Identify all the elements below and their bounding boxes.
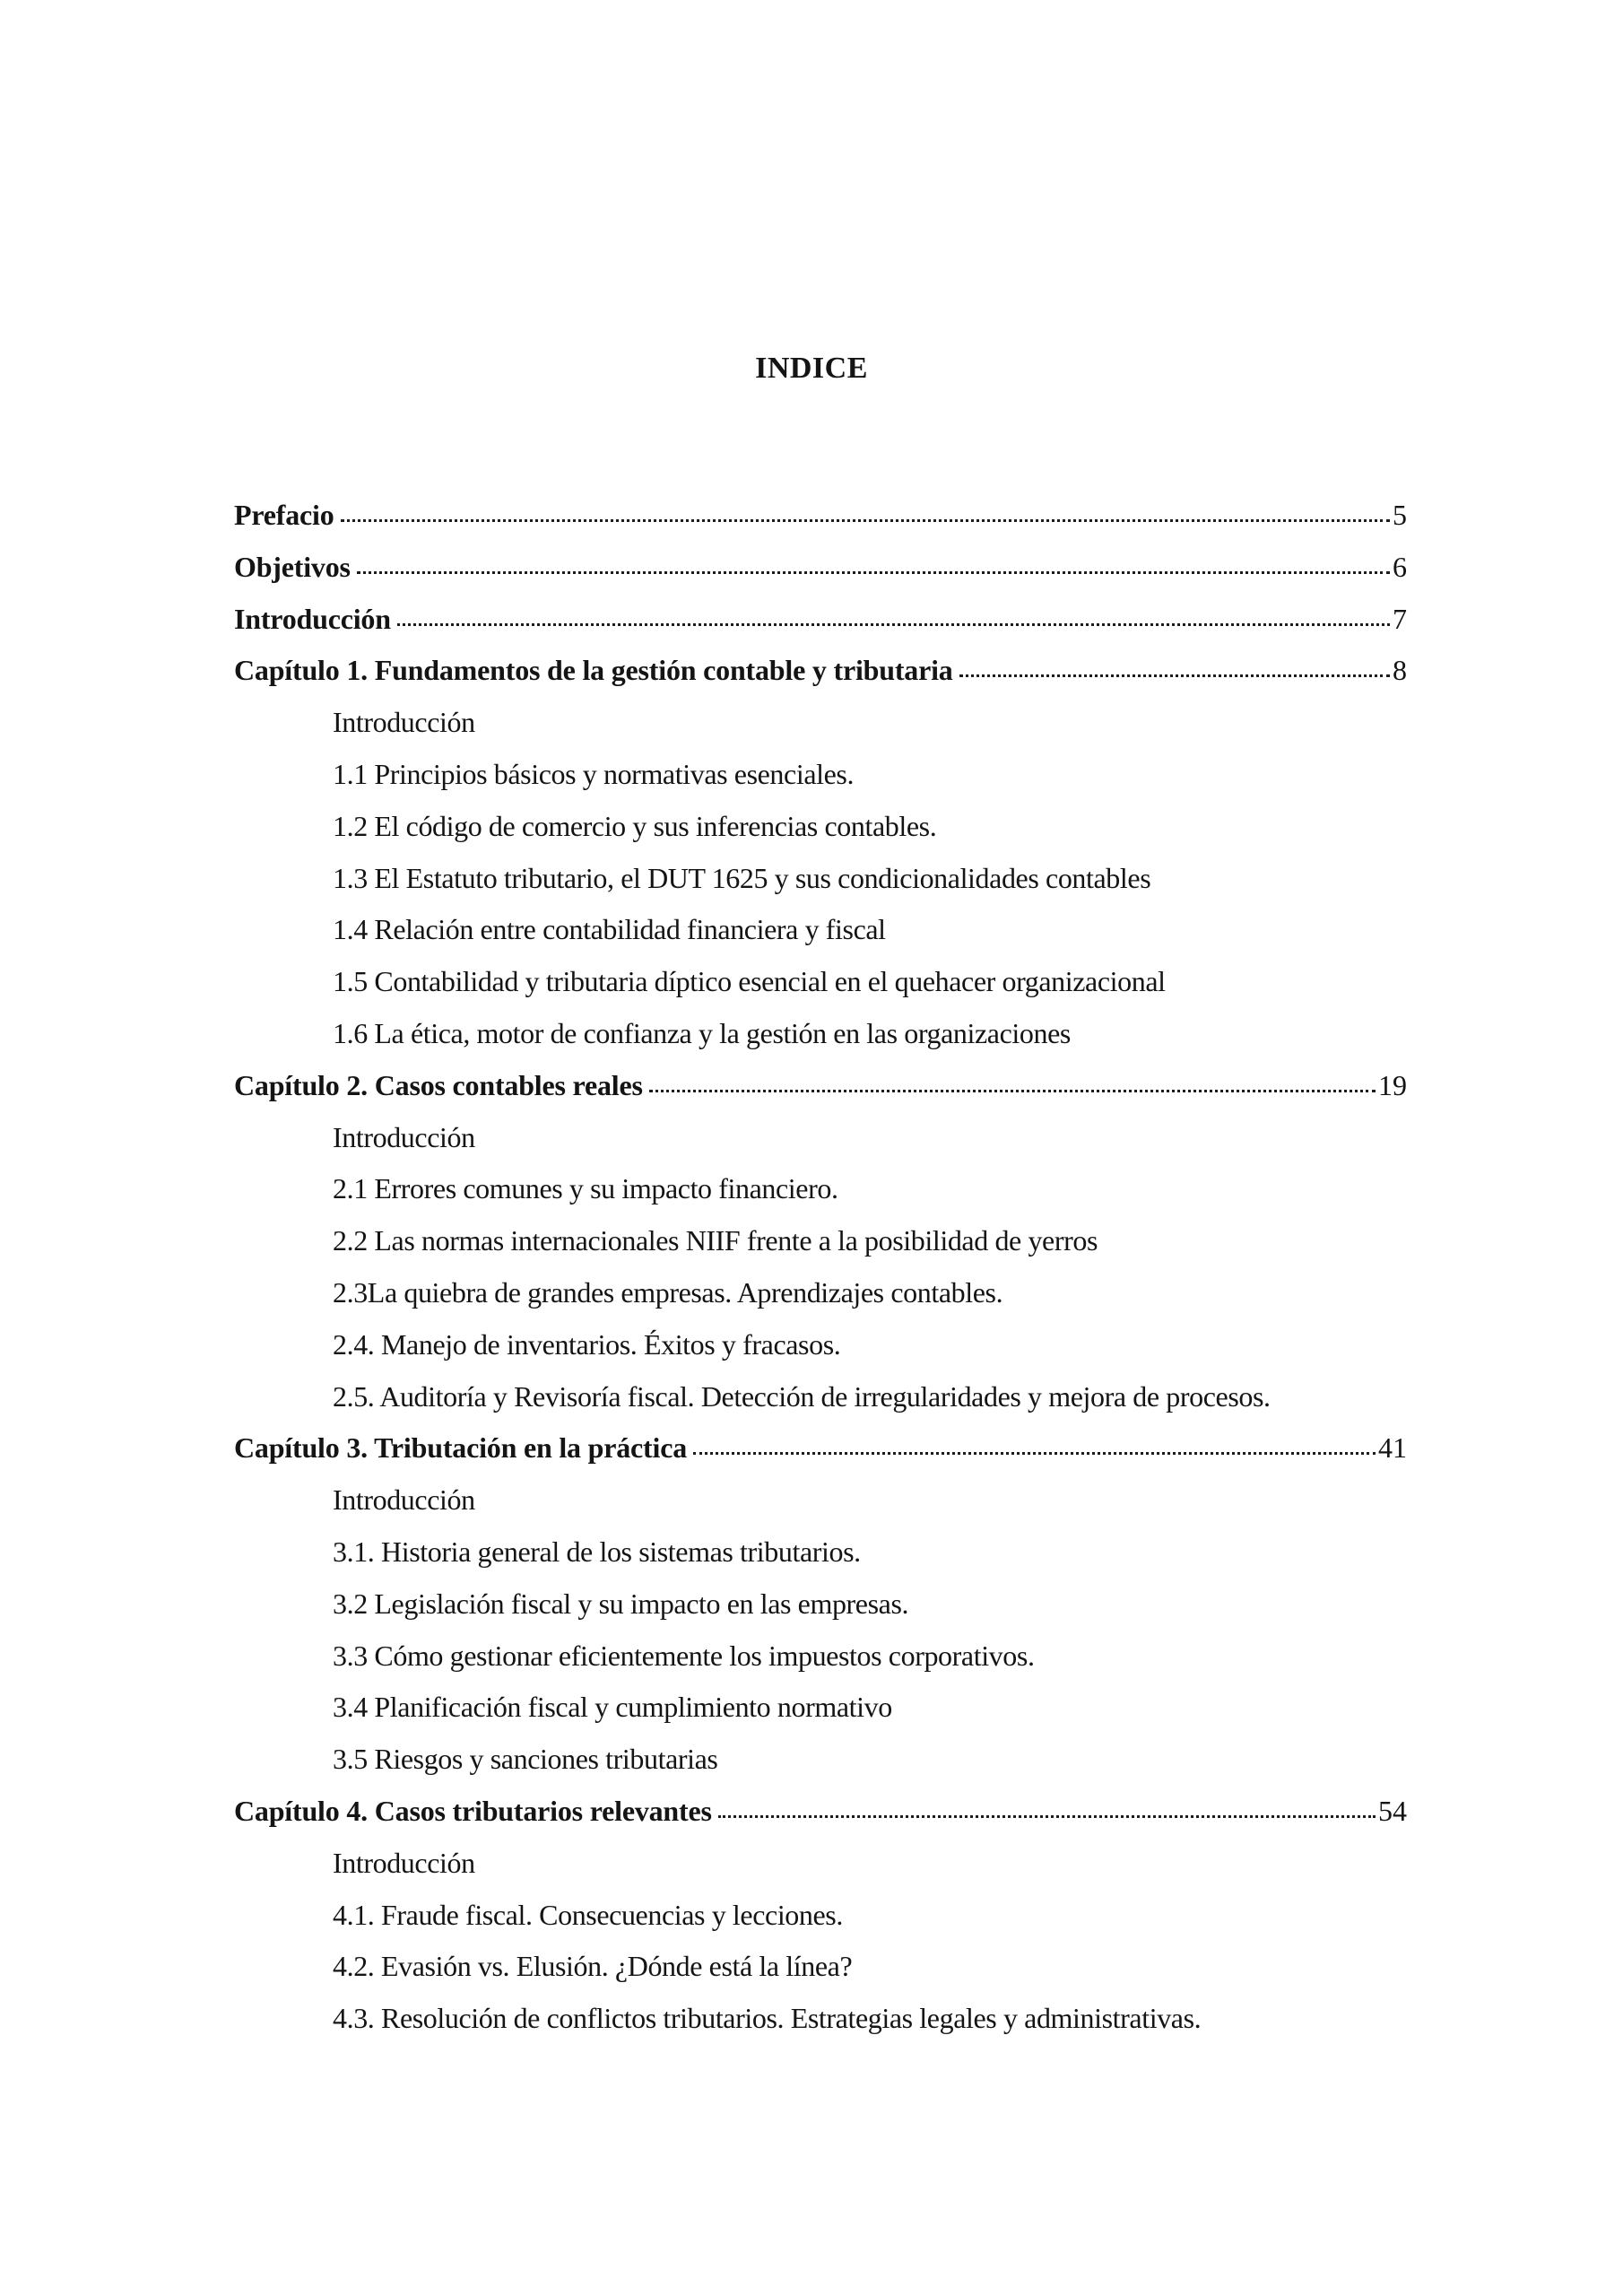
toc-entry [234,1371,1407,1423]
toc-entry-label: Objetivos [234,550,351,583]
table-of-contents [234,490,1407,2045]
toc-entry-label: 3.3 Cómo gestionar eficientemente los impuestos corporativos. [333,1639,1035,1672]
toc-entry [234,1941,1407,1993]
toc-entry [234,904,1407,956]
toc-entry-label: 1.6 La ética, motor de confianza y la gestión en las organizaciones [333,1016,1071,1049]
toc-entry-label: 3.2 Legislación fiscal y su impacto en las empresas. [333,1587,909,1620]
toc-entry-label: Introducción [333,1120,475,1153]
toc-page-number: 41 [1378,1431,1407,1465]
toc-entry-label: Capítulo 1. Fundamentos de la gestión contable y tributaria [234,654,953,687]
dot-leader [341,519,1390,522]
toc-entry [234,1734,1407,1786]
dot-leader [718,1815,1376,1818]
toc-entry-label: Introducción [234,602,391,635]
toc-page-number: 8 [1393,654,1407,687]
toc-entry-label: Capítulo 3. Tributación en la práctica [234,1431,688,1465]
toc-entry [234,1008,1407,1060]
toc-entry [234,1631,1407,1683]
toc-page-number: 6 [1393,550,1407,583]
toc-entry [234,1786,1407,1838]
toc-entry-label: 2.1 Errores comunes y su impacto financiero. [333,1172,838,1205]
toc-entry [234,1993,1407,2045]
toc-entry-label: Prefacio [234,499,334,531]
toc-entry-label: 2.2 Las normas internacionales NIIF frente a la posibilidad de yerros [333,1224,1098,1257]
dot-leader [649,1090,1376,1092]
dot-leader [959,674,1390,677]
toc-entry [234,645,1407,697]
toc-entry-label: 3.1. Historia general de los sistemas tributarios. [333,1535,861,1568]
toc-entry-label: Introducción [333,1483,475,1517]
toc-page-number: 19 [1378,1068,1407,1101]
toc-entry [234,490,1407,542]
toc-entry-label: 2.3La quiebra de grandes empresas. Aprendizajes contables. [333,1275,1003,1309]
toc-entry [234,1267,1407,1319]
toc-entry [234,1474,1407,1526]
toc-entry-label: 3.5 Riesgos y sanciones tributarias [333,1743,718,1776]
toc-entry-label: 2.4. Manejo de inventarios. Éxitos y fracasos. [333,1327,841,1361]
toc-entry [234,697,1407,749]
toc-page-number: 7 [1393,602,1407,635]
toc-entry [234,749,1407,801]
toc-entry [234,1060,1407,1112]
toc-entry [234,853,1407,905]
toc-entry-label: 3.4 Planificación fiscal y cumplimiento normativo [333,1691,892,1724]
toc-entry-label: Capítulo 4. Casos tributarios relevantes [234,1794,712,1827]
toc-entry-label: 4.3. Resolución de conflictos tributarios. Estrategias legales y administrativas. [333,2002,1202,2035]
toc-entry [234,1163,1407,1215]
toc-entry-label: 1.5 Contabilidad y tributaria díptico esencial en el quehacer organizacional [333,965,1166,998]
toc-entry [234,956,1407,1008]
toc-entry-label: Introducción [333,706,475,739]
toc-entry-label: 2.5. Auditoría y Revisoría fiscal. Detección de irregularidades y mejora de procesos. [333,1379,1271,1413]
toc-entry [234,1215,1407,1267]
toc-entry-label: 4.1. Fraude fiscal. Consecuencias y lecciones. [333,1898,843,1931]
toc-entry-label: 4.2. Evasión vs. Elusión. ¿Dónde está la línea? [333,1950,853,1983]
toc-entry [234,1422,1407,1474]
dot-leader [397,623,1390,626]
toc-entry [234,1682,1407,1734]
toc-entry [234,1890,1407,1942]
toc-entry [234,1526,1407,1578]
toc-entry [234,542,1407,594]
toc-entry [234,1319,1407,1371]
page-title: INDICE [755,352,868,385]
toc-entry-label: Introducción [333,1846,475,1879]
toc-entry-label: 1.3 El Estatuto tributario, el DUT 1625 y sus condicionalidades contables [333,861,1151,894]
toc-entry-label: 1.4 Relación entre contabilidad financiera y fiscal [333,913,886,946]
toc-page-number: 5 [1393,499,1407,531]
toc-entry [234,801,1407,853]
toc-entry [234,1112,1407,1164]
toc-entry-label: 1.2 El código de comercio y sus inferencias contables. [333,809,937,842]
toc-entry [234,594,1407,646]
toc-entry-label: 1.1 Principios básicos y normativas esenciales. [333,757,855,790]
toc-entry-label: Capítulo 2. Casos contables reales [234,1068,643,1101]
toc-entry [234,1838,1407,1890]
dot-leader [357,571,1390,574]
toc-entry [234,1578,1407,1631]
dot-leader [693,1452,1376,1455]
toc-page-number: 54 [1378,1794,1407,1827]
